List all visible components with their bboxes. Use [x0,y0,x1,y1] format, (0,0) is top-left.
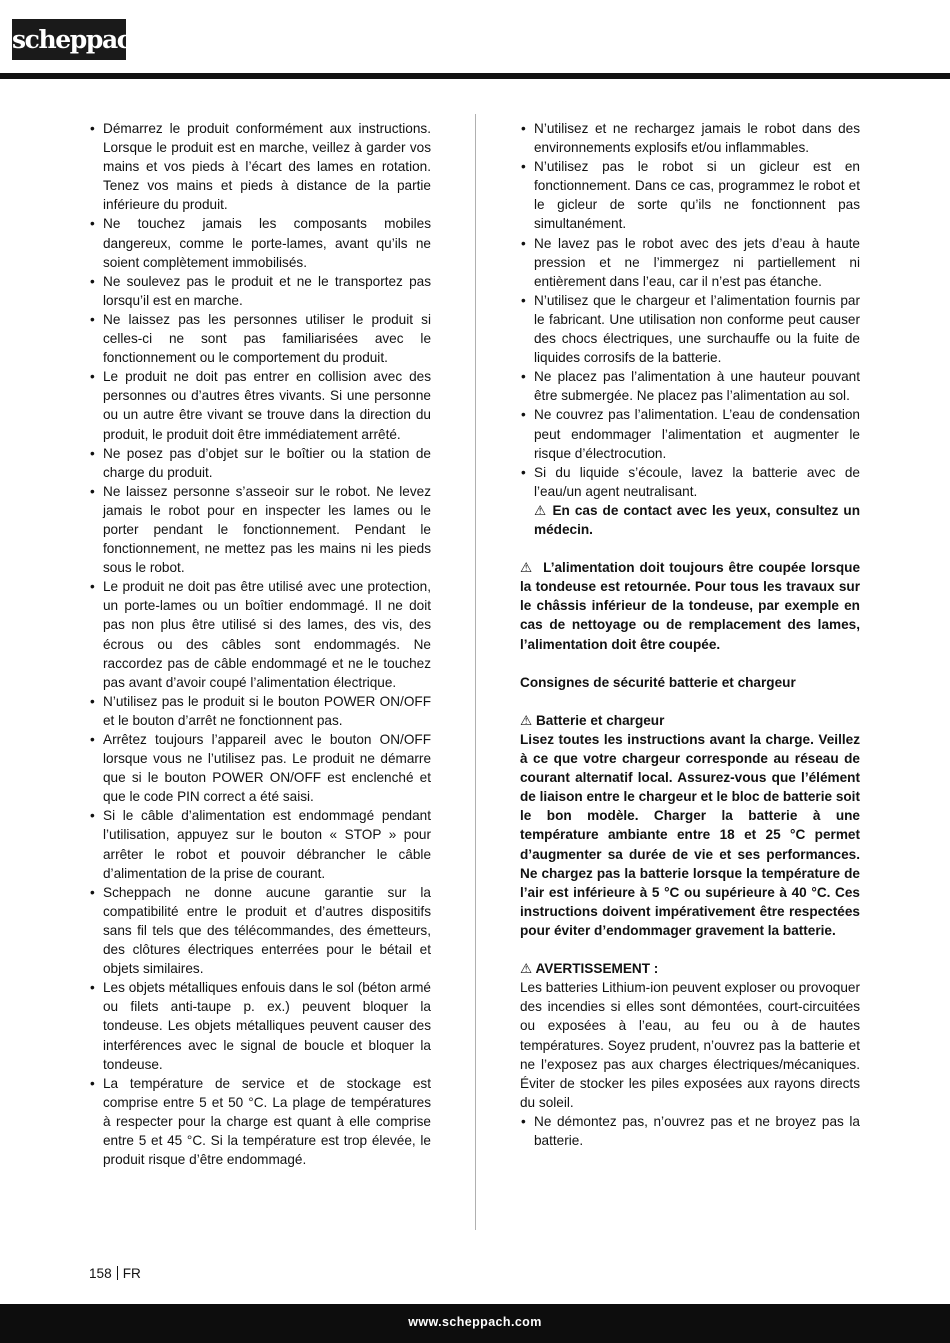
list-item-text: Les objets métalliques enfouis dans le sol (béton armé ou filets anti-taupe p. ex.) peuvent bloquer la tondeuse. Les objets métalliques peuvent causer des interférences avec le signal de boucle et bloquer la tondeuse. [103,980,431,1072]
page-language: FR [122,1266,141,1281]
warning-icon: ⚠ [520,961,533,977]
final-bullet-list [520,1112,860,1150]
list-item: • Ne touchez jamais les composants mobiles dangereux, comme le porte-lames, avant qu’ils ne soient complètement immobilisés. [90,216,431,270]
list-item-text: Ne laissez personne s’asseoir sur le robot. Ne levez jamais le robot pour en inspecter les lames ou le porter pendant le fonctionnement. Pendant le fonctionnement, ne mettez pas les mains ni les pieds sous le robot. [103,483,431,576]
battery-section-title: Consignes de sécurité batterie et chargeur [520,674,796,690]
battery-text: Lisez toutes les instructions avant la charge. Veillez à ce que votre chargeur corresponde au réseau de courant alternatif local. Assurez-vous que l’élément de liaison entre le chargeur et le bloc de batterie soit le bon modèle. Charger la batterie à une température ambiante entre 18 et 25 °C permet d’augmenter sa durée de vie et ses performances. Ne chargez pas la batterie lorsque la température de l’air est inférieure à 5 °C ou supérieure à 40 °C. Ces instructions doivent impérativement être respectées pour éviter d’endommager gravement la batterie. [520,732,860,938]
power-off-warning [520,558,860,653]
list-item-text: N’utilisez et ne rechargez jamais le robot dans des environnements explosifs et/ou inflammables. [534,121,860,156]
list-item: • Si du liquide s’écoule, lavez la batterie avec de l’eau/un agent neutralisant. [521,464,860,499]
list-item-text: Ne touchez jamais les composants mobiles dangereux, comme le porte-lames, avant qu’ils ne soient complètement immobilisés. [103,216,431,270]
warning-icon: ⚠ [520,560,534,576]
list-item-text: Démarrez le produit conformément aux instructions. Lorsque le produit est en marche, veillez à garder vos mains et vos pieds à l’écart des lames en rotation. Tenez vos mains et pieds à distance de la partie inférieure du produit. [103,121,431,213]
header-rule [0,73,950,79]
left-bullet-list [89,119,431,1169]
list-item-text: Ne laissez pas les personnes utiliser le produit si celles-ci ne sont pas familiarisées avec le fonctionnement ou le comportement du produit. [103,311,431,366]
list-item-text: Ne lavez pas le robot avec des jets d’eau à haute pression et ne l’immergez ni partiellement ni entièrement dans l’eau, car il n’est pas étanche. [534,235,860,289]
list-item: • N’utilisez et ne rechargez jamais le robot dans des environnements explosifs et/ou inflammables. [521,121,860,156]
eye-contact-warning [520,501,860,539]
list-item: • La température de service et de stockage est comprise entre 5 et 50 °C. La plage de températures à respecter pour la charge est quant à elle comprise entre 5 et 45 °C. Si la température est trop élevée, le produit risque d’être endommagé. [90,1075,431,1168]
column-divider [475,114,476,1230]
battery-heading [520,711,860,730]
list-item-text: N’utilisez que le chargeur et l’alimentation fournis par le fabricant. Une utilisation non conforme peut causer des chocs électriques, une surchauffe ou la fuite de liquides corrosifs de la batterie. [534,292,860,366]
footer-bar [0,1304,950,1343]
list-item: • Si le câble d’alimentation est endommagé pendant l’utilisation, appuyez sur le bouton « STOP » pour arrêter le robot et pouvoir débrancher le câble d’alimentation de la prise de courant. [90,808,431,881]
list-item: • Scheppach ne donne aucune garantie sur la compatibilité entre le produit et d’autres dispositifs sans fil tels que des télécommandes, des émetteurs, des clôtures électriques enterrées pour le bétail et objets similaires. [90,884,431,977]
list-item: • Ne couvrez pas l’alimentation. L’eau de condensation peut endommager l’alimentation et augmenter le risque d’électrocution. [521,407,860,461]
list-item: • Les objets métalliques enfouis dans le sol (béton armé ou filets anti-taupe p. ex.) peuvent bloquer la tondeuse. Les objets métalliques peuvent causer des interférences avec le signal de boucle et bloquer la tondeuse. [90,980,431,1072]
right-bullet-list [520,119,860,501]
list-item-text: Ne démontez pas, n’ouvrez pas et ne broyez pas la batterie. [534,1113,860,1148]
warning-icon: ⚠ [534,502,548,518]
list-item-text: La température de service et de stockage est comprise entre 5 et 50 °C. La plage de températures à respecter pour la charge est quant à elle comprise entre 5 et 45 °C. Si la température est trop élevée, le produit risque d’être endommagé. [103,1075,431,1168]
list-item-text: Arrêtez toujours l’appareil avec le bouton ON/OFF lorsque vous ne l’utilisez pas. Le produit ne démarre que si le bouton POWER ON/OFF est enclenché et que le code PIN correct a été saisi. [103,732,431,805]
list-item: • N’utilisez pas le robot si un gicleur est en fonctionnement. Dans ce cas, programmez le robot et le gicleur de sorte qu’ils ne fonctionnent pas simultanément. [521,159,860,232]
scheppach-logo: scheppach [12,19,126,60]
list-item: • Ne démontez pas, n’ouvrez pas et ne broyez pas la batterie. [521,1113,860,1148]
list-item: • Le produit ne doit pas être utilisé avec une protection, un porte-lames ou un boîtier endommagé. Il ne doit pas non plus être utilisé si des lames, des vis, des écrous ou des câbles sont endommagés. Ne raccordez pas de câble endommagé et ne le touchez pas avant d’avoir coupé l’alimentation électrique. [90,579,431,690]
list-item: • Arrêtez toujours l’appareil avec le bouton ON/OFF lorsque vous ne l’utilisez pas. Le produit ne démarre que si le bouton POWER ON/OFF est enclenché et que le code PIN correct a été saisi. [90,732,431,805]
list-item: • Ne laissez personne s’asseoir sur le robot. Ne levez jamais le robot pour en inspecter les lames ou le porter pendant le fonctionnement. Pendant le fonctionnement, ne mettez pas les mains ni les pieds sous le robot. [90,483,431,576]
list-item: • N’utilisez pas le produit si le bouton POWER ON/OFF et le bouton d’arrêt ne fonctionnent pas. [90,693,431,728]
list-item-text: Ne soulevez pas le produit et ne le transportez pas lorsqu’il est en marche. [103,273,431,308]
warning-icon: ⚠ [520,712,533,728]
list-item-text: Si le câble d’alimentation est endommagé pendant l’utilisation, appuyez sur le bouton « STOP » pour arrêter le robot et pouvoir débrancher le câble d’alimentation de la prise de courant. [103,808,431,881]
list-item-text: Ne couvrez pas l’alimentation. L’eau de condensation peut endommager l’alimentation et augmenter le risque d’électrocution. [534,407,860,461]
list-item: • Ne soulevez pas le produit et ne le transportez pas lorsqu’il est en marche. [90,273,431,308]
footer-url: www.scheppach.com [408,1315,542,1329]
list-item-text: N’utilisez pas le produit si le bouton POWER ON/OFF et le bouton d’arrêt ne fonctionnent pas. [103,693,431,728]
page-number-separator [117,1266,118,1280]
list-item: • Ne placez pas l’alimentation à une hauteur pouvant être submergée. Ne placez pas l’alimentation au sol. [521,369,860,404]
list-item: • Ne lavez pas le robot avec des jets d’eau à haute pression et ne l’immergez ni partiellement ni entièrement dans l’eau, car il n’est pas étanche. [521,235,860,289]
warning-heading [520,959,860,978]
battery-heading-text: Batterie et chargeur [535,712,665,728]
left-column [89,119,431,1169]
list-item-text: N’utilisez pas le robot si un gicleur est en fonctionnement. Dans ce cas, programmez le robot et le gicleur de sorte qu’ils ne fonctionnent pas simultanément. [534,159,860,232]
warning-text: Les batteries Lithium-ion peuvent exploser ou provoquer des incendies si elles sont démontées, court-circuitées ou exposées à l’eau, au feu ou à de hautes températures. Soyez prudent, n’ouvrez pas la batterie et ne l’exposez pas aux charges électriques/mécaniques. Éviter de stocker les piles exposées aux rayons directs du soleil. [520,980,860,1110]
right-column [520,119,860,1150]
list-item-text: Si du liquide s’écoule, lavez la batterie avec de l’eau/un agent neutralisant. [534,464,860,499]
list-item-text: Ne placez pas l’alimentation à une hauteur pouvant être submergée. Ne placez pas l’alimentation au sol. [534,369,860,404]
power-off-warning-text: L’alimentation doit toujours être coupée lorsque la tondeuse est retournée. Pour tous les travaux sur le châssis inférieur de la tondeuse, par exemple en cas de nettoyage ou de remplacement des lames, l’alimentation doit être coupée. [520,560,861,652]
list-item: • Ne laissez pas les personnes utiliser le produit si celles-ci ne sont pas familiarisées avec le fonctionnement ou le comportement du produit. [90,311,431,366]
list-item-text: Scheppach ne donne aucune garantie sur la compatibilité entre le produit et d’autres dispositifs sans fil tels que des télécommandes, des émetteurs, des clôtures électriques enterrées pour le bétail et objets similaires. [103,884,431,977]
list-item: • Ne posez pas d’objet sur le boîtier ou la station de charge du produit. [90,445,431,480]
list-item-text: Le produit ne doit pas entrer en collision avec des personnes ou d’autres êtres vivants. Si une personne ou un autre être vivant se trouve dans la direction du produit, le produit doit être immédiatement arrêté. [103,369,431,442]
list-item: • Le produit ne doit pas entrer en collision avec des personnes ou d’autres êtres vivants. Si une personne ou un autre être vivant se trouve dans la direction du produit, le produit doit être immédiatement arrêté. [90,369,431,442]
eye-contact-warning-text: En cas de contact avec les yeux, consultez un médecin. [534,502,861,537]
list-item-text: Ne posez pas d’objet sur le boîtier ou la station de charge du produit. [103,445,431,480]
list-item: • Démarrez le produit conformément aux instructions. Lorsque le produit est en marche, veillez à garder vos mains et vos pieds à l’écart des lames en rotation. Tenez vos mains et pieds à distance de la partie inférieure du produit. [90,121,431,213]
page-number [89,1266,141,1281]
list-item-text: Le produit ne doit pas être utilisé avec une protection, un porte-lames ou un boîtier endommagé. Il ne doit pas non plus être utilisé si des lames, des vis, des écrous ou des câbles sont endommagés. Ne raccordez pas de câble endommagé et ne le touchez pas avant d’avoir coupé l’alimentation électrique. [103,579,431,690]
page-number-value: 158 [89,1266,112,1281]
warning-heading-text: AVERTISSEMENT : [535,961,659,977]
list-item: • N’utilisez que le chargeur et l’alimentation fournis par le fabricant. Une utilisation non conforme peut causer des chocs électriques, une surchauffe ou la fuite de liquides corrosifs de la batterie. [521,292,860,366]
